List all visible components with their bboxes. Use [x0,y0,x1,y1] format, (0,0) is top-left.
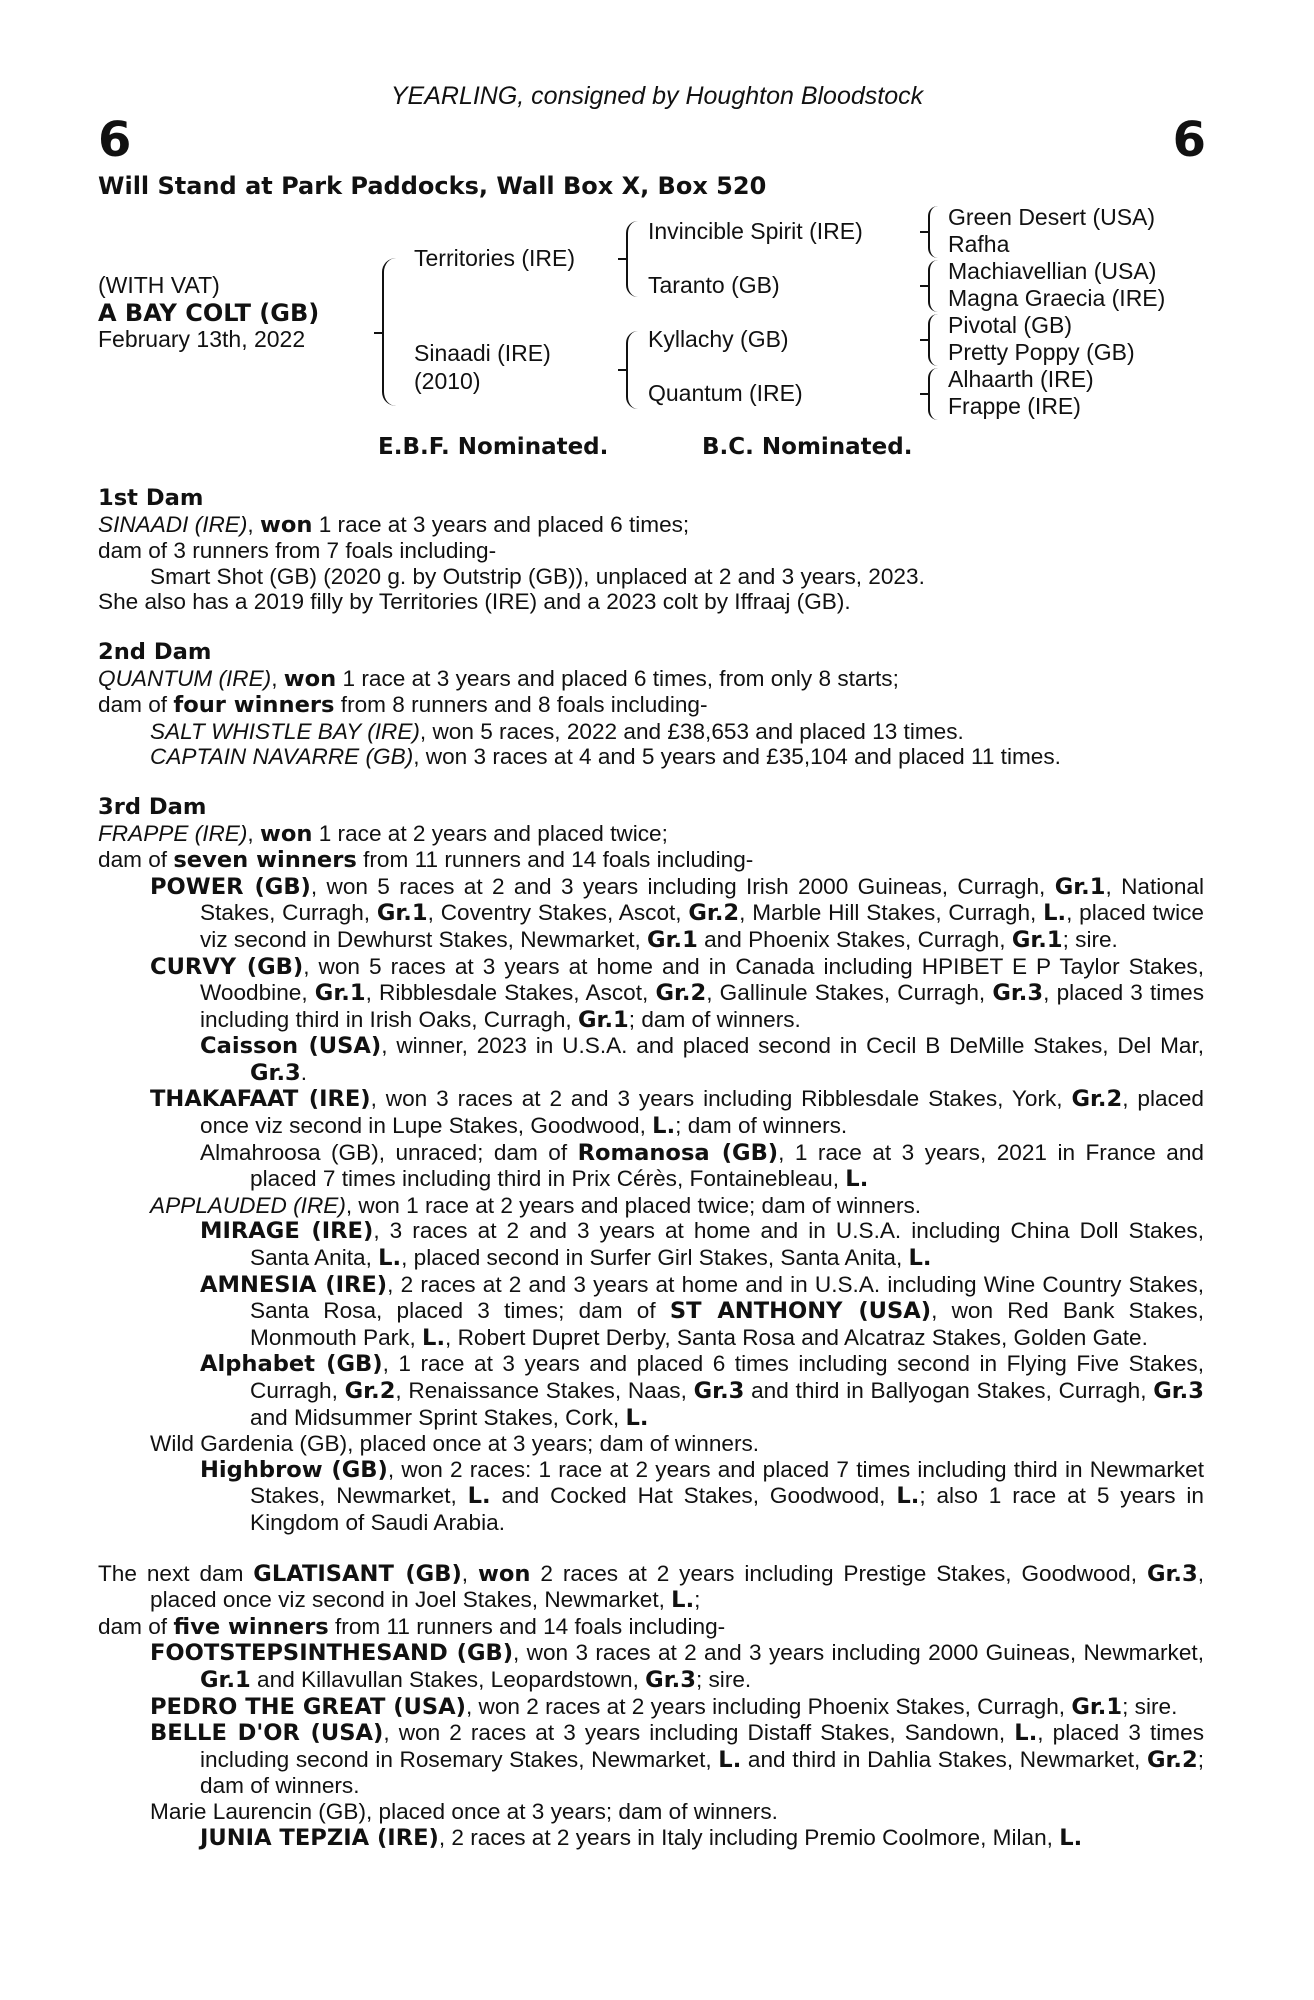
lot-name: A BAY COLT (GB) [98,299,320,327]
brace-gen1 [382,258,396,406]
produce-junia-tepzia: JUNIA TEPZIA (IRE), 2 races at 2 years in Italy including Premio Coolmore, Milan, L. [200,1824,1083,1851]
first-dam-foal: Smart Shot (GB) (2020 g. by Outstrip (GB)), unplaced at 2 and 3 years, 2023. [150,563,925,589]
sire-sire: Invincible Spirit (IRE) [648,218,863,244]
second-dam-heading: 2nd Dam [98,638,212,665]
vat-note: (WITH VAT) [98,272,220,298]
gg-5: Pivotal (GB) [948,312,1072,338]
dam: Sinaadi (IRE) [414,340,551,366]
first-dam-line: SINAADI (IRE), won 1 race at 3 years and placed 6 times; [98,511,690,538]
produce-highbrow: Highbrow (GB), won 2 races: 1 race at 2 years and placed 7 times including third in Newmarket Stakes, Newmarket, L. and Cocked Hat Stakes, Goodwood, L.; also 1 race at 5 years in Kingdom of Saudi Arabia. [200,1456,1205,1535]
third-dam-produce: dam of seven winners from 11 runners and 14 foals including- [98,847,754,874]
produce-almahroosa: Almahroosa (GB), unraced; dam of Romanosa (GB), 1 race at 3 years, 2021 in France and placed 7 times including third in Prix Cérès, Fontainebleau, L. [200,1139,1204,1193]
gg-8: Frappe (IRE) [948,393,1081,419]
dam-sire: Kyllachy (GB) [648,326,789,352]
first-dam-heading: 1st Dam [98,485,204,511]
produce-pedro-the-great: PEDRO THE GREAT (USA), won 2 races at 2 years including Phoenix Stakes, Curragh, Gr.1; sire. [150,1693,1178,1720]
sire: Territories (IRE) [414,245,576,271]
first-dam-other-foals: She also has a 2019 filly by Territories (IRE) and a 2023 colt by Iffraaj (GB). [98,589,851,615]
dam-dam: Quantum (IRE) [648,380,803,406]
produce-mirage: MIRAGE (IRE), 3 races at 2 and 3 years at home and in U.S.A. including China Doll Stakes, Santa Anita, L., placed second in Surfer Girl Stakes, Santa Anita, L. [200,1218,1204,1272]
produce-applauded: APPLAUDED (IRE), won 1 race at 2 years and placed twice; dam of winners. [150,1192,922,1218]
lot-number-right: 6 [1172,112,1206,168]
sire-dam: Taranto (GB) [648,272,780,298]
gg-4: Magna Graecia (IRE) [948,285,1166,311]
produce-belle-dor: BELLE D'OR (USA), won 2 races at 3 years including Distaff Stakes, Sandown, L., placed 3 times including second in Rosemary Stakes, Newmarket, L. and third in Dahlia Stakes, Newmarket, Gr.2; dam of winners. [150,1720,1204,1799]
gg-2: Rafha [948,231,1010,257]
gg-1: Green Desert (USA) [948,204,1156,230]
gg-3: Machiavellian (USA) [948,258,1157,284]
gg-6: Pretty Poppy (GB) [948,339,1135,365]
next-dam-line: The next dam GLATISANT (GB), won 2 races at 2 years including Prestige Stakes, Goodwood, Gr.3, placed once viz second in Joel Stakes, Newmarket, L.; [98,1560,1204,1614]
produce-curvy: CURVY (GB), won 5 races at 3 years at home and in Canada including HPIBET E P Taylor Stakes, Woodbine, Gr.1, Ribblesdale Stakes, Ascot, Gr.2, Gallinule Stakes, Curragh, Gr.3, placed 3 times including third in Irish Oaks, Curragh, Gr.1; dam of winners. [150,953,1205,1033]
foaling-date: February 13th, 2022 [98,326,306,352]
next-dam-produce: dam of five winners from 11 runners and 14 foals including- [98,1613,726,1640]
produce-footstepsinthesand: FOOTSTEPSINTHESAND (GB), won 3 races at 2 and 3 years including 2000 Guineas, Newmarket, Gr.1 and Killavullan Stakes, Leopardstown, Gr.3; sire. [150,1640,1204,1693]
dam-year: (2010) [414,368,481,394]
lot-number-left: 6 [98,112,132,168]
first-dam-produce: dam of 3 runners from 7 foals including- [98,538,497,564]
second-dam-line: QUANTUM (IRE), won 1 race at 3 years and placed 6 times, from only 8 starts; [98,665,899,692]
produce-caisson: Caisson (USA), winner, 2023 in U.S.A. and placed second in Cecil B DeMille Stakes, Del Mar, Gr.3. [200,1033,1205,1086]
second-dam-produce: dam of four winners from 8 runners and 8 foals including- [98,692,708,719]
third-dam-heading: 3rd Dam [98,793,207,820]
produce-power: POWER (GB), won 5 races at 2 and 3 years including Irish 2000 Guineas, Curragh, Gr.1, National Stakes, Curragh, Gr.1, Coventry Stakes, Ascot, Gr.2, Marble Hill Stakes, Curragh, L., placed twice viz second in Dewhurst Stakes, Newmarket, Gr.1 and Phoenix Stakes, Curragh, Gr.1; sire. [150,873,1204,953]
third-dam-line: FRAPPE (IRE), won 1 race at 2 years and placed twice; [98,820,668,847]
produce-record [98,486,1204,1851]
gg-7: Alhaarth (IRE) [948,366,1094,392]
bc-nomination: B.C. Nominated. [702,434,913,460]
produce-thakafaat: THAKAFAAT (IRE), won 3 races at 2 and 3 years including Ribblesdale Stakes, York, Gr.2, placed once viz second in Lupe Stakes, Goodwood, L.; dam of winners. [150,1086,1204,1140]
produce-wild-gardenia: Wild Gardenia (GB), placed once at 3 years; dam of winners. [150,1431,760,1457]
produce-salt-whistle-bay: SALT WHISTLE BAY (IRE), won 5 races, 2022 and £38,653 and placed 13 times. [150,718,964,744]
produce-alphabet: Alphabet (GB), 1 race at 3 years and placed 6 times including second in Flying Five Stakes, Curragh, Gr.2, Renaissance Stakes, Naas, Gr.3 and third in Ballyogan Stakes, Curragh, Gr.3 and Midsummer Sprint Stakes, Cork, L. [200,1351,1204,1431]
produce-amnesia: AMNESIA (IRE), 2 races at 2 and 3 years at home and in U.S.A. including Wine Country Stakes, Santa Rosa, placed 3 times; dam of ST ANTHONY (USA), won Red Bank Stakes, Monmouth Park, L., Robert Dupret Derby, Santa Rosa and Alcatraz Stakes, Golden Gate. [200,1271,1205,1351]
stand-location: Will Stand at Park Paddocks, Wall Box X, Box 520 [98,172,767,200]
produce-captain-navarre: CAPTAIN NAVARRE (GB), won 3 races at 4 and 5 years and £35,104 and placed 11 times. [150,744,1061,770]
consignor-line: YEARLING, consigned by Houghton Bloodstock [390,82,924,110]
ebf-nomination: E.B.F. Nominated. [378,434,609,460]
produce-marie-laurencin: Marie Laurencin (GB), placed once at 3 years; dam of winners. [150,1798,778,1824]
